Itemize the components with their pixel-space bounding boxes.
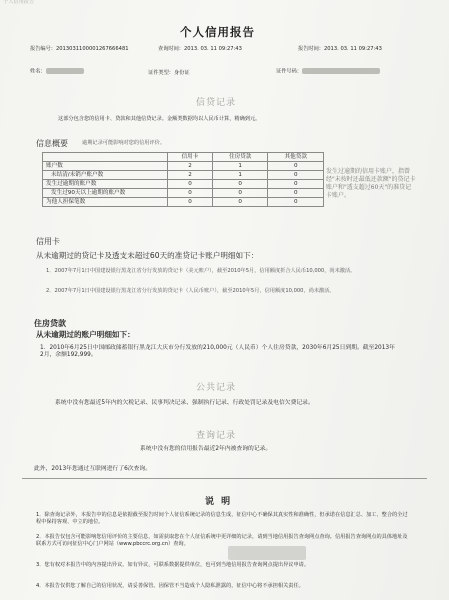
credit-card-summary: 从未逾期过的贷记卡及透支未超过60天的准贷记卡账户明细如下： xyxy=(36,251,259,260)
row-label: 为他人担保笔数 xyxy=(43,198,168,207)
table-cell: 2 xyxy=(168,162,213,171)
overdue-side-note: 发生过逾期的信用卡账户，指曾经"未按时还最低还款额"的贷记卡账户和"透支超过60天"的准贷记卡账户。 xyxy=(326,168,416,199)
section-divider xyxy=(22,478,427,479)
table-cell: 0 xyxy=(268,180,324,189)
public-record-text: 系统中没有您最近5年内的欠税记录、民事判决记录、强制执行记录、行政处罚记录及电信欠费记录。 xyxy=(55,400,314,406)
table-cell: 0 xyxy=(168,180,213,189)
table-cell: 0 xyxy=(268,198,324,207)
overview-table xyxy=(42,152,324,207)
row-label: 账户数 xyxy=(43,162,168,171)
table-cell: 0 xyxy=(168,189,213,198)
list-item: 3．您有权对本报告中的内容提出异议。如有异议，可联系数据提供单位，也可到当地信用报告查询网点提出异议申请。 xyxy=(36,562,310,568)
redacted-name xyxy=(46,68,84,74)
table-cell: 0 xyxy=(212,180,268,189)
id-type-field: 证件类型：身份证 xyxy=(148,70,190,76)
housing-loan-label: 住房贷款 xyxy=(34,319,66,328)
table-row xyxy=(43,171,324,180)
query-time: 查询时间：2013. 03. 11 09:27:43 xyxy=(158,46,242,52)
page-corner-text: 个人信用报告 xyxy=(3,0,35,5)
housing-loan-summary: 从未逾期过的账户明细如下： xyxy=(36,330,135,339)
row-label: 未结清/未销户账户数 xyxy=(43,171,168,180)
table-cell: 0 xyxy=(212,189,268,198)
row-label: 发生过90天以上逾期的账户数 xyxy=(43,189,168,198)
table-cell: 0 xyxy=(268,189,324,198)
table-row xyxy=(43,198,324,207)
inquiry-extra-text: 此外，2013年您通过互联网进行了6次查询。 xyxy=(34,466,151,472)
table-row xyxy=(43,189,324,198)
report-number: 报告编号：2013031100001267666481 xyxy=(30,46,129,52)
table-header-cell xyxy=(43,153,168,162)
list-item: 1．2007年7月1日中国建设银行黑龙江省分行发放的贷记卡（美元账户），截至2010年5月，信用额度折合人民币10,000，尚未激活。 xyxy=(46,268,356,274)
list-item: 1．2010年6月25日中国邮政储蓄银行黑龙江大庆市分行发放的210,000元（人民币）个人住房贷款，2030年6月25日到期。截至2013年2月，余额192,999。 xyxy=(40,345,395,358)
public-record-heading: 公共记录 xyxy=(196,383,237,393)
name-field: 姓名： xyxy=(30,68,84,75)
table-header-cell: 其他贷款 xyxy=(268,153,324,162)
table-row xyxy=(43,180,324,189)
list-item: 2．2007年7月1日中国建设银行黑龙江省分行发放的贷记卡（人民币账户），截至2010年5月，信用额度10,000，尚未激活。 xyxy=(46,288,335,294)
credit-record-heading: 信贷记录 xyxy=(196,98,237,108)
table-header-cell: 信用卡 xyxy=(168,153,213,162)
table-cell: 1 xyxy=(212,162,268,171)
table-header-row xyxy=(43,153,324,162)
inquiry-record-heading: 查询记录 xyxy=(196,431,237,441)
table-cell: 0 xyxy=(268,171,324,180)
table-cell: 0 xyxy=(212,198,268,207)
table-cell: 2 xyxy=(168,171,213,180)
redacted-id-number xyxy=(302,68,380,74)
notes-heading: 说 明 xyxy=(205,497,233,507)
table-row xyxy=(43,162,324,171)
list-item: 2．本报告仅包含可能影响您信用评价的主要信息，如需获取您在个人征信系统中更详细的记录，请到当地信用报告查询网点查询。信用报告查询网点的具体地址及联系方式可访问征信中心门户网站（www.pbccrc.org.cn）查询。 xyxy=(36,534,408,547)
overview-note: 逾期记录可能影响对您的信用评价。 xyxy=(82,140,166,146)
list-item: 1．除查询记录外，本报告中的信息是依据截至报告时间个人征信系统记录的信息生成，征信中心不确保其真实性和准确性，但承诺在信息汇总、加工、整合的全过程中保持客观、中立的地位。 xyxy=(36,512,408,525)
list-item: 4．本报告仅供您了解自己的信用状况，请妥善保管。因保管不当造成个人隐私泄露的，征信中心将不承担相关责任。 xyxy=(36,583,304,589)
inquiry-record-text: 系统中没有您的信用报告最近2年内被查询的记录。 xyxy=(140,446,272,452)
credit-intro: 这部分包含您的信用卡、贷款和其他信贷记录。金额类数据均以人民币计算，精确到元。 xyxy=(58,116,261,122)
row-label: 发生过逾期的账户数 xyxy=(43,180,168,189)
table-cell: 0 xyxy=(268,162,324,171)
overview-label: 信息概要 xyxy=(36,139,68,148)
table-header-cell: 住房贷款 xyxy=(212,153,268,162)
watermark-stamp xyxy=(228,546,306,560)
credit-card-label: 信用卡 xyxy=(36,237,60,246)
report-title: 个人信用报告 xyxy=(180,25,255,39)
table-cell: 1 xyxy=(212,171,268,180)
id-number-field: 证件号码： xyxy=(276,68,380,75)
report-time: 报告时间：2013. 03. 11 09:27:43 xyxy=(298,46,382,52)
table-cell: 0 xyxy=(168,198,213,207)
